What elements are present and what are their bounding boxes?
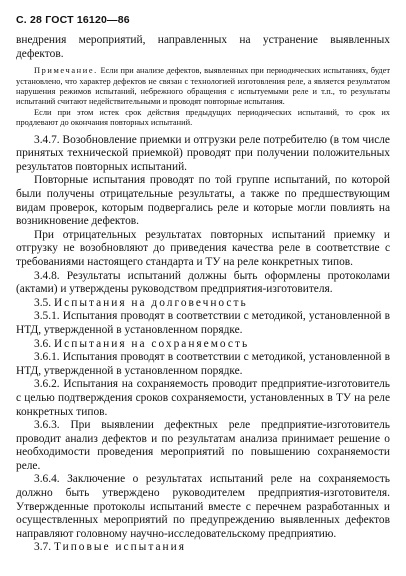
section-number-3-7: 3.7. [34, 541, 54, 554]
section-title-3-7: Типовые испытания [53, 541, 186, 554]
paragraph-3-6-3: 3.6.3. При выявлении дефектных реле предприятие-изготовитель проводит анализ дефектов и по результатам анализа принимает решение о необходимости проведения мероприятий по повышению сохраняемости реле. [16, 419, 390, 472]
note-text-1: Если при анализе дефектов, выявленных при периодических испытаниях, будет установлено, что характер дефектов не связан с технологией изготовления реле, а является результатом нарушения режимов испытаний, небрежного обращения с испытуемыми реле и т.п., то результаты испытаний считают недействительными и проводят повторные испытания. [16, 66, 390, 107]
intro-continuation: внедрения мероприятий, направленных на устранение выявленных дефектов. [16, 34, 390, 60]
document-body [16, 34, 390, 555]
section-number-3-6: 3.6. [34, 337, 54, 350]
section-heading-3-5 [16, 297, 390, 311]
paragraph-3-6-2: 3.6.2. Испытания на сохраняемость проводит предприятие-изготовитель с целью подтверждения сроков сохраняемости, установленных в ТУ на реле конкретных типов. [16, 378, 390, 418]
paragraph-3-5-1: 3.5.1. Испытания проводят в соответствии с методикой, установленной в НТД, утвержденной в установленном порядке. [16, 310, 390, 336]
note-block [16, 66, 390, 128]
note-label: Примечание. [34, 66, 98, 76]
page-header: С. 28 ГОСТ 16120—86 [16, 14, 130, 26]
section-number-3-5: 3.5. [34, 296, 54, 309]
paragraph-3-6-1: 3.6.1. Испытания проводят в соответствии с методикой, установленной в НТД, утвержденной в установленном порядке. [16, 351, 390, 377]
section-heading-3-6 [16, 338, 390, 352]
note-paragraph-2: Если при этом истек срок действия предыдущих периодических испытаний, то срок их продлевают до окончания повторных испытаний. [16, 107, 390, 128]
section-title-3-6: Испытания на сохраняемость [53, 337, 250, 350]
paragraph-3-4-8: 3.4.8. Результаты испытаний должны быть оформлены протоколами (актами) и утверждены руководством предприятия-изготовителя. [16, 269, 390, 296]
paragraph-3-4-7-negative: При отрицательных результатах повторных испытаний приемку и отгрузку не возобновляют до приведения качества реле в соответствие с требованиями настоящего стандарта и ТУ на реле конкретных типов. [16, 228, 390, 268]
section-heading-3-7 [16, 541, 390, 555]
paragraph-3-4-7-repeat-tests: Повторные испытания проводят по той группе испытаний, по которой были получены отрицательные результаты, а также по предшествующим видам проверок, которым подвергались реле и которые могли повлиять на возникновение дефектов. [16, 174, 390, 228]
section-title-3-5: Испытания на долговечность [53, 296, 248, 309]
note-paragraph-1 [16, 66, 390, 108]
paragraph-3-6-4: 3.6.4. Заключение о результатах испытаний реле на сохраняемость должно быть утверждено руководителем предприятия-изготовителя. Утвержденные протоколы испытаний вместе с перечнем разработанных и осуществленных мероприятий по предупреждению выявленных дефектов направляют головному научно-исследовательскому предприятию. [16, 473, 390, 540]
paragraph-3-4-7: 3.4.7. Возобновление приемки и отгрузки реле потребителю (в том числе принятых технической приемкой) проводят при получении положительных результатов повторных испытаний. [16, 133, 390, 173]
